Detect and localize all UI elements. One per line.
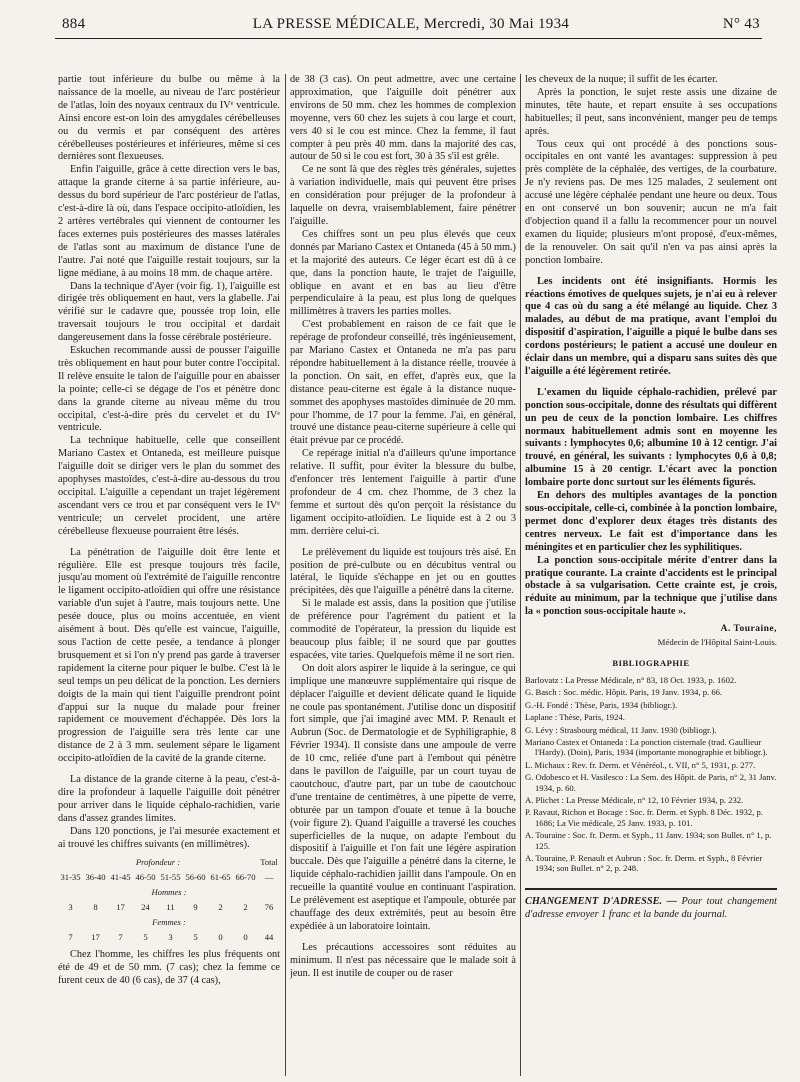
issue-number: N° 43 — [722, 16, 760, 32]
table-row — [58, 870, 280, 885]
paragraph: La pénétration de l'aiguille doit être lente et régulière. Elle est presque toujours très facile, jusqu'au moment où l'extrémité de l'aiguille rencontre le ligament occipito-atloïdien qui offre une résistance variable d'un sujet à l'autre, mais toujours nette. Une pesée douce, plus ou moins accentuée, en vient aisément à bout. Dès qu'elle est vaincue, l'aiguille, sous l'action de cette pesée, a tendance à plonger brusquement et si l'on n'y prend pas garde à traverser rapidement la citerne pour piquer le bulbe. C'est là le seul temps un peu délicat de la ponction. Les derniers doigts de la main qui tient l'aiguille prendront point d'appui sur la nuque du malade pour freiner rapidement ce mouvement d'échappée. Dès lors la progression de l'aiguille sera très lente car une distance de 2 à 3 mm. seulement sépare le ligament occipito-atloïdien de la cavité de la grande citerne. — [58, 546, 280, 765]
paragraph: La technique habituelle, celle que conseillent Mariano Castex et Ontaneda, est meilleure puisque l'aiguille doit se diriger vers le plan du sommet des apophyses mastoïdes, c'est-à-dire au-dessous du trou occipital. L'aiguille a cependant un trajet légèrement ascendant vers ce trou et par conséquent vers le IVᵉ ventricule; un cervelet procident, une artère cérébelleuse flexueuse pourraient être lésés. — [58, 435, 280, 537]
author-affiliation: Médecin de l'Hôpital Saint-Louis. — [657, 637, 777, 648]
men-label: Hommes : — [151, 887, 187, 898]
table-cell: 17 — [116, 902, 125, 913]
paragraph: La distance de la grande citerne à la peau, c'est-à-dire la profondeur à laquelle l'aiguille doit pénétrer pour arriver dans le liquide céphalo-rachidien, varie dans d'assez grandes limites. — [58, 774, 280, 824]
bibliography-entry: L. Michaux : Rev. fr. Derm. et Vénéréol., t. VII, n° 5, 1931, p. 277. — [525, 759, 756, 770]
paragraph: La ponction sous-occipitale mérite d'entrer dans la pratique courante. La crainte d'accidents est le principal obstacle à sa vulgarisation. Cette crainte est, je crois, réduite au minimum, par la technique que j'utilise dans la « ponction sous-occipitale haute ». — [525, 554, 777, 618]
table-cell: 24 — [141, 902, 150, 913]
total-label: Total — [260, 857, 278, 868]
table-row — [58, 930, 280, 945]
women-label: Femmes : — [152, 917, 186, 928]
table-cell: 7 — [118, 932, 123, 942]
paragraph: Dans la technique d'Ayer (voir fig. 1), l'aiguille est dirigée très obliquement en haut, vers la glabelle. J'ai vérifié sur le cadavre que, poussée trop loin, elle traversait toujours le trou occipital et dardait dangereusement dans la fosse cérébrale postérieure. — [58, 280, 280, 344]
table-cell: 61-65 — [210, 872, 231, 883]
paragraph: Eskuchen recommande aussi de pousser l'aiguille très obliquement en haut pour buter contre l'occipital. Il relève ensuite le talon de l'aiguille pour en abaisser la pointe; celle-ci se dégage de l'os et pénètre donc dans la grande citerne au niveau même du trou occipital, c'est-à-dire près du cervelet et du IVᵉ ventricule. — [58, 345, 280, 434]
bibliography-entry: P. Ravaut, Richon et Bocage : Soc. fr. Derm. et Syph. 8 Déc. 1932, p. 1686; La Vie médicale, 25 Janv. 1933, p. 101. — [525, 807, 763, 828]
paragraph: L'examen du liquide céphalo-rachidien, prélevé par ponction sous-occipitale, donne des résultats qui diffèrent un peu de ceux de la ponction lombaire. Les chiffres normaux habituellement admis sont en moyenne les suivants : lymphocytes 0,6; albumine 10 à 12 centigr. J'ai trouvé, en général, les suivants : lymphocytes 0,6 à 0,8; albumine 15 à 20 centigr. L'écart avec la ponction lombaire porte donc surtout sur les éléments figurés. — [525, 386, 777, 489]
column-divider-2 — [520, 74, 521, 1076]
paragraph: Tous ceux qui ont procédé à des ponctions sous-occipitales en ont vanté les avantages: suppression à peu près complète de la céphalée, des vertiges, de la courbature. Je n'y reviens pas. De mes 125 malades, 2 seulement ont accusé une légère céphalée pendant une heure ou deux. Tous en ont conservé un bon souvenir; aucun ne m'a fait d'objection quand il a fallu la recommencer pour un nouvel examen du liquide; plusieurs m'ont proposé, d'eux-mêmes, de la renouveler. On sait qu'il n'en va pas ainsi après la ponction lombaire. — [525, 138, 777, 266]
header-rule — [55, 38, 762, 39]
bibliography-entry: Mariano Castex et Ontaneda : La ponction cisternale (trad. Gaullieur l'Hardy). (Doin), Paris, 1934 (importante monographie et bibliogr.). — [525, 736, 768, 758]
paragraph: C'est probablement en raison de ce fait que le repérage de profondeur conseillé, très ingénieusement, par Mariano Castex et Ontaneda ne m'a pas paru répondre habituellement à la distance réelle, trouvée à la ponction. On sait, en effet, d'après eux, que la distance peau-citerne est égale à la distance nuque-sommet des apophyses mastoïdes diminuée de 20 mm. pour l'homme, de 17 pour la femme. J'ai, en général, trouvé une distance peau-citerne supérieure à celle qui était prévue par ce procédé. — [290, 319, 516, 447]
table-cell: 7 — [68, 932, 73, 942]
paragraph: Ces chiffres sont un peu plus élevés que ceux donnés par Mariano Castex et Ontaneda (45 à 50 mm.) et la majorité des auteurs. Ce léger écart est dû à ce que, dans la ponction haute, le trajet de l'aiguille, oblique en avant et en bas au lieu d'être perpendiculaire à la peau, est plus long de quelques millimètres à travers les parties molles. — [290, 228, 516, 318]
paragraph: Ce ne sont là que des règles très générales, sujettes à variation individuelle, mais qui peuvent être prises en considération pour préjuger de la profondeur à laquelle on devra, vraisemblablement, faire pénétrer l'aiguille. — [290, 164, 516, 227]
table-cell: 2 — [218, 902, 223, 913]
table-cell: 0 — [243, 932, 248, 942]
table-cell: 36-40 — [85, 872, 106, 883]
paragraph: partie tout inférieure du bulbe ou même à la naissance de la moelle, au niveau de l'arc postérieur de l'atlas, loin des noyaux centraux du IVᵉ ventricule. Ainsi encore est-on loin des amygdales cérébelleuses ou du vermis et par conséquent des artères cérébelleuses postérieures et inférieures, même si ces dernières sont flexueuses. — [58, 74, 280, 163]
table-cell: 5 — [143, 932, 148, 942]
bibliography-entry: Barlovatz : La Presse Médicale, n° 83, 18 Oct. 1933, p. 1602. — [525, 674, 737, 685]
paragraph: En dehors des multiples avantages de la ponction sous-occipitale, celle-ci, combinée à la ponction lombaire, permet donc d'explorer deux étages très distants des centres nerveux. Le fait est d'importance dans les méningites et en particulier chez les syphilitiques. — [525, 490, 777, 553]
bibliography-entry: A. Plichet : La Presse Médicale, n° 12, 10 Février 1934, p. 232. — [525, 794, 744, 805]
paragraph: Dans 120 ponctions, je l'ai mesurée exactement et ai trouvé les chiffres suivants (en millimètres). — [58, 825, 280, 850]
table-cell: 41-45 — [110, 872, 131, 883]
paragraph: Enfin l'aiguille, grâce à cette direction vers le bas, attaque la grande citerne à sa partie inférieure, au-dessus du bord supérieur de l'arc postérieur de l'atlas, c'est-à-dire là où, dans l'espace occipito-atloïdien, les 2 artères vertébrales qui viennent de contourner les faces externes puis postérieures des masses latérales de l'atlas sont au maximum de distance l'une de l'autre. J'ai noté que l'aiguille restait toujours, sur la ligne médiane, à au moins 18 mm. de chaque artère. — [58, 164, 280, 279]
table-cell: 76 — [264, 902, 274, 913]
depth-label: Profondeur : — [135, 857, 181, 868]
bibliography-entry: A. Touraine : Soc. fr. Derm. et Syph., 11 Janv. 1934; son Bullet. n° 1, p. 125. — [525, 830, 772, 851]
paragraph: de 38 (3 cas). On peut admettre, avec une certaine approximation, que l'aiguille doit pénétrer aux environs de 50 mm. chez les hommes de complexion moyenne, vers 60 chez les sujets à cou large et court, vers 40 si le cou est mince. Chez la femme, il faut compter à peu près 40 mm. dans la majorité des cas, autour de 50 si le cou est fort, 30 à 35 s'il est grêle. — [290, 74, 516, 163]
table-cell: 44 — [264, 932, 274, 942]
table-cell: 56-60 — [185, 872, 206, 883]
paragraph: les cheveux de la nuque; il suffit de les écarter. — [525, 74, 718, 85]
bibliography-entry: G. Basch : Soc. médic. Hôpit. Paris, 19 Janv. 1934, p. 66. — [525, 687, 723, 698]
paragraph: Chez l'homme, les chiffres les plus fréquents ont été de 49 et de 50 mm. (7 cas); chez la femme ce furent ceux de 40 (6 cas), de 37 (4 cas), — [58, 948, 280, 986]
notice-heading: CHANGEMENT D'ADRESSE. — — [525, 895, 677, 907]
bibliography-entry: A. Touraine, P. Renault et Aubrun : Soc. fr. Derm. et Syph., 8 Février 1934; son Bullet. n° 2, p. 248. — [525, 852, 763, 874]
column-3 — [525, 74, 777, 1076]
paragraph: Le prélèvement du liquide est toujours très aisé. En position de pré-culbute ou en décubitus ventral ou latéral, le liquide s'échappe en jet ou en gouttes précipitées, dès que l'aiguille a pénétré dans la citerne. — [290, 546, 516, 597]
paragraph: On doit alors aspirer le liquide à la seringue, ce qui implique une manœuvre supplémentaire qui risque de déplacer l'aiguille et devient délicate quand le liquide ne coule pas spontanément. J'utilise donc un dispositif fort simple, que j'ai imaginé avec MM. P. Renault et Aubrun (Soc. de Dermatologie et de Syphiligraphie, 8 Février 1934). Il consiste dans une ampoule de verre de 10 cmc, reliée d'une part à l'embout qui pénètre dans le pavillon de l'aiguille, par un court tuyau de caoutchouc, d'autre part, par un tube de caoutchouc d'une trentaine de centimètres, à une pipette de verre, obturée par un tampon d'ouate et tenue à la bouche (voir figure 2). Quand l'aiguille a traversé les couches superficielles de la nuque, on adapte l'embout du dispositif à l'aiguille et l'on fait une légère aspiration buccale. Dès que l'aiguille a pénétré dans la citerne, le liquide céphalo-rachidien jaillit dans l'ampoule. On en recueille la quantité voulue en continuant l'aspiration. Le prélèvement est aseptique et l'ampoule, obturée par chauffage des deux extrémités, peut au besoin être expédiée à un laboratoire lointain. — [290, 662, 516, 932]
table-cell: 8 — [93, 902, 98, 913]
table-cell: 2 — [243, 902, 248, 913]
table-cell: 46-50 — [135, 872, 156, 883]
address-change-notice — [525, 888, 777, 922]
author-signature: A. Touraine, — [720, 624, 777, 635]
table-cell: 66-70 — [235, 872, 256, 883]
table-cell: 51-55 — [160, 872, 181, 883]
table-cell: 3 — [168, 932, 173, 942]
column-2 — [290, 74, 516, 1076]
page-number: 884 — [62, 16, 86, 32]
column-1 — [58, 74, 280, 1076]
paragraph: Les précautions accessoires sont réduites au minimum. Il n'est pas nécessaire que le malade soit à jeun. Il est inutile de couper ou de raser — [290, 941, 516, 979]
bibliography-entry: G.-H. Fondé : Thèse, Paris, 1934 (bibliogr.). — [525, 699, 678, 710]
paragraph: Si le malade est assis, dans la position que j'utilise de préférence pour l'agrément du patient et la commodité de l'opérateur, la pression du liquide est beaucoup plus faible; il ne sourd que par gouttes espacées, vite taries. Quelquefois même il ne sort rien. — [290, 598, 516, 661]
table-cell: 11 — [166, 902, 175, 913]
page-header — [62, 14, 760, 38]
bibliography-title: BIBLIOGRAPHIE — [612, 657, 690, 668]
journal-title: LA PRESSE MÉDICALE, Mercredi, 30 Mai 1934 — [252, 16, 570, 32]
table-cell: 3 — [68, 902, 73, 913]
table-cell: 5 — [193, 932, 198, 942]
table-cell: 17 — [91, 932, 100, 942]
table-cell: 0 — [218, 932, 223, 942]
table-cell: 31-35 — [60, 872, 81, 883]
table-cell: — — [264, 872, 274, 883]
column-divider-1 — [285, 74, 286, 1076]
paragraph: Les incidents ont été insignifiants. Hormis les réactions émotives de quelques sujets, je n'ai eu à relever que 4 cas où du sang a été mélangé au liquide. Chez 3 malades, au début de ma pratique, avant l'emploi du dispositif d'aspiration, l'aiguille a piqué le bulbe dans ses cordons postérieurs; le patient a accusé une douleur en éclair dans un membre, qui a disparu sans suites dès que l'aiguille a été légèrement retirée. — [525, 275, 777, 377]
bibliography-entry: G. Odobesco et H. Vasilesco : La Sem. des Hôpit. de Paris, n° 2, 31 Janv. 1934, p. 60. — [525, 772, 777, 793]
table-cell: 9 — [193, 902, 198, 913]
paragraph: Ce repérage initial n'a d'ailleurs qu'une importance relative. Il suffit, pour éviter la blessure du bulbe, d'enfoncer très lentement l'aiguille à partir d'une profondeur de 4 cm. chez l'homme, de 3 chez la femme et surtout dès qu'on perçoit la résistance du ligament occipito-atloïdien. Le liquide est à 2 ou 3 mm. derrière celui-ci. — [290, 448, 516, 537]
bibliography-entry: G. Lévy : Strasbourg médical, 11 Janv. 1930 (bibliogr.). — [525, 724, 717, 735]
depth-table — [58, 855, 280, 944]
paragraph: Après la ponction, le sujet reste assis une dizaine de minutes, tête haute, et repart ensuite à ses occupations habituelles; il peut, sans inconvénient, manger peu de temps après. — [525, 86, 777, 137]
notice-body: Pour tout changement d'adresse envoyer 1 franc et la bande du journal. — [525, 895, 777, 920]
bibliography-entry: Laplane : Thèse, Paris, 1924. — [525, 712, 625, 723]
table-row — [58, 900, 280, 915]
